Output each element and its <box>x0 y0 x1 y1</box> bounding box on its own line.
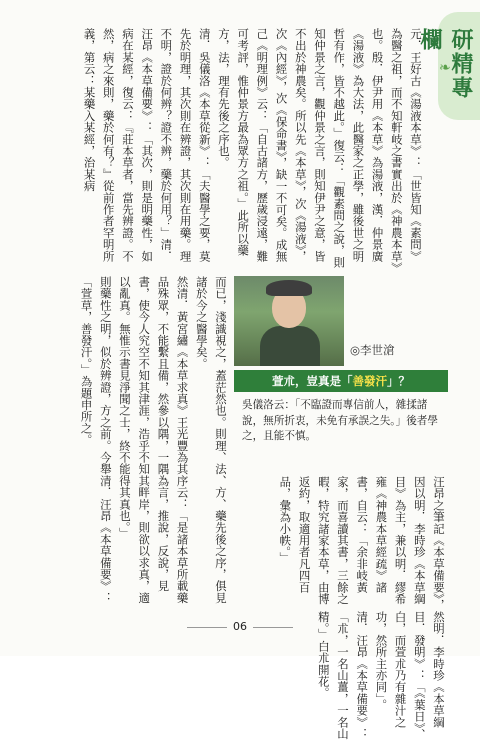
article-text-block: 清．吳儀洛《本草從新》：「夫醫學之要，莫先於明理，其次則在辨證，其次則在用藥。理不明，證於何辨？證不辨，藥於何用？」清．汪昂《本草備要》：「其次，則是明藥性，如病在某經，復云：『莊本草者，當先辨證。不然，病之來則，藥於何有？』從前作者罕明所義，第云：某藥入某經，治某病 <box>82 28 212 262</box>
author-name: ◎李世滄 <box>350 343 395 357</box>
article-text-block: 元．王好古《湯液本草》：「世皆知《素問》為醫之祖，而不知軒岐之書實出於《神農本草》也。殷．伊尹用《本草》為湯液，漢．仲景廣《湯液》為大法，此醫家之正學，雖後世之明哲有作，皆不越此。」復云：「觀素問之說，則知仲景之言，觀仲景之言，則知伊尹之意，皆不出於神農矣。所以先《本草》，次《湯液》，次《內經》，次《保命書》，缺一不可矣。成無己《明理例》云：「自古諸方，歷歲浸遠，難可考評，惟仲景方最為眾方之祖。」此所以藥方，法，理有先後之序也。 <box>216 28 423 268</box>
column-badge-text: 研精專欄 <box>417 28 473 100</box>
leaf-icon: ❧ <box>439 60 451 76</box>
article-quote: 吳儀洛云：「不臨證而專信前人，雜揉諸說，無所折衷，未免有承誤之失。」後者學之，且能不慎。 <box>242 399 438 442</box>
article-text-block: 然清．黃宮繡《本草求真》王光豐為其序云：「是諸本草所載藥品殊眾，不能繫且備，然參以隅，一隅為言，推說，反說，見書，使今人究空不知其津涯，浩乎不知其畔岸，則欲以求真，適以亂真。無惟示書見淨聞之士，終不能得其真也。」 <box>117 276 190 604</box>
article-text-block: 則藥性之明，似於辨證，方之前。今舉清．汪昂《本草備要》：「萱草，善發汗。」為題申所之。 <box>79 276 113 604</box>
page-number: 06 <box>0 620 480 633</box>
article-text-block: 然明．李時珍《本草綱目．發明》：「《葉日》、白，而萱朮乃有雜汁之功，然所主亦同」。 <box>374 611 446 740</box>
article-text-block: 汪昂之筆記《本草備要》，因以明．李時珍《本草綱目》為主，兼以明．繆希雍《神農本草經疏》諸書，自云：「余非岐黃家，而喜讀其書，三餘之暇，特究諸家本草，由博返約，取適用者凡四百品，彙為小帙。」 <box>278 476 446 611</box>
article-text-block: 清．汪昂《本草備要》：「朮，一名山薑，一名山精。」白朮開花。 <box>316 611 370 740</box>
article-title: 萱朮，豈真是「善發汗」？ <box>234 370 448 392</box>
author-photo <box>234 276 344 366</box>
column-badge <box>417 12 480 120</box>
article-left-columns <box>30 276 230 611</box>
author-photo-block <box>234 276 448 476</box>
article-text-block: 而已，淺識視之，蓋茫然也。則理、法、方、藥先後之序，俱見諸於今之醫學矣。 <box>194 276 228 604</box>
article-top-columns <box>30 28 425 268</box>
